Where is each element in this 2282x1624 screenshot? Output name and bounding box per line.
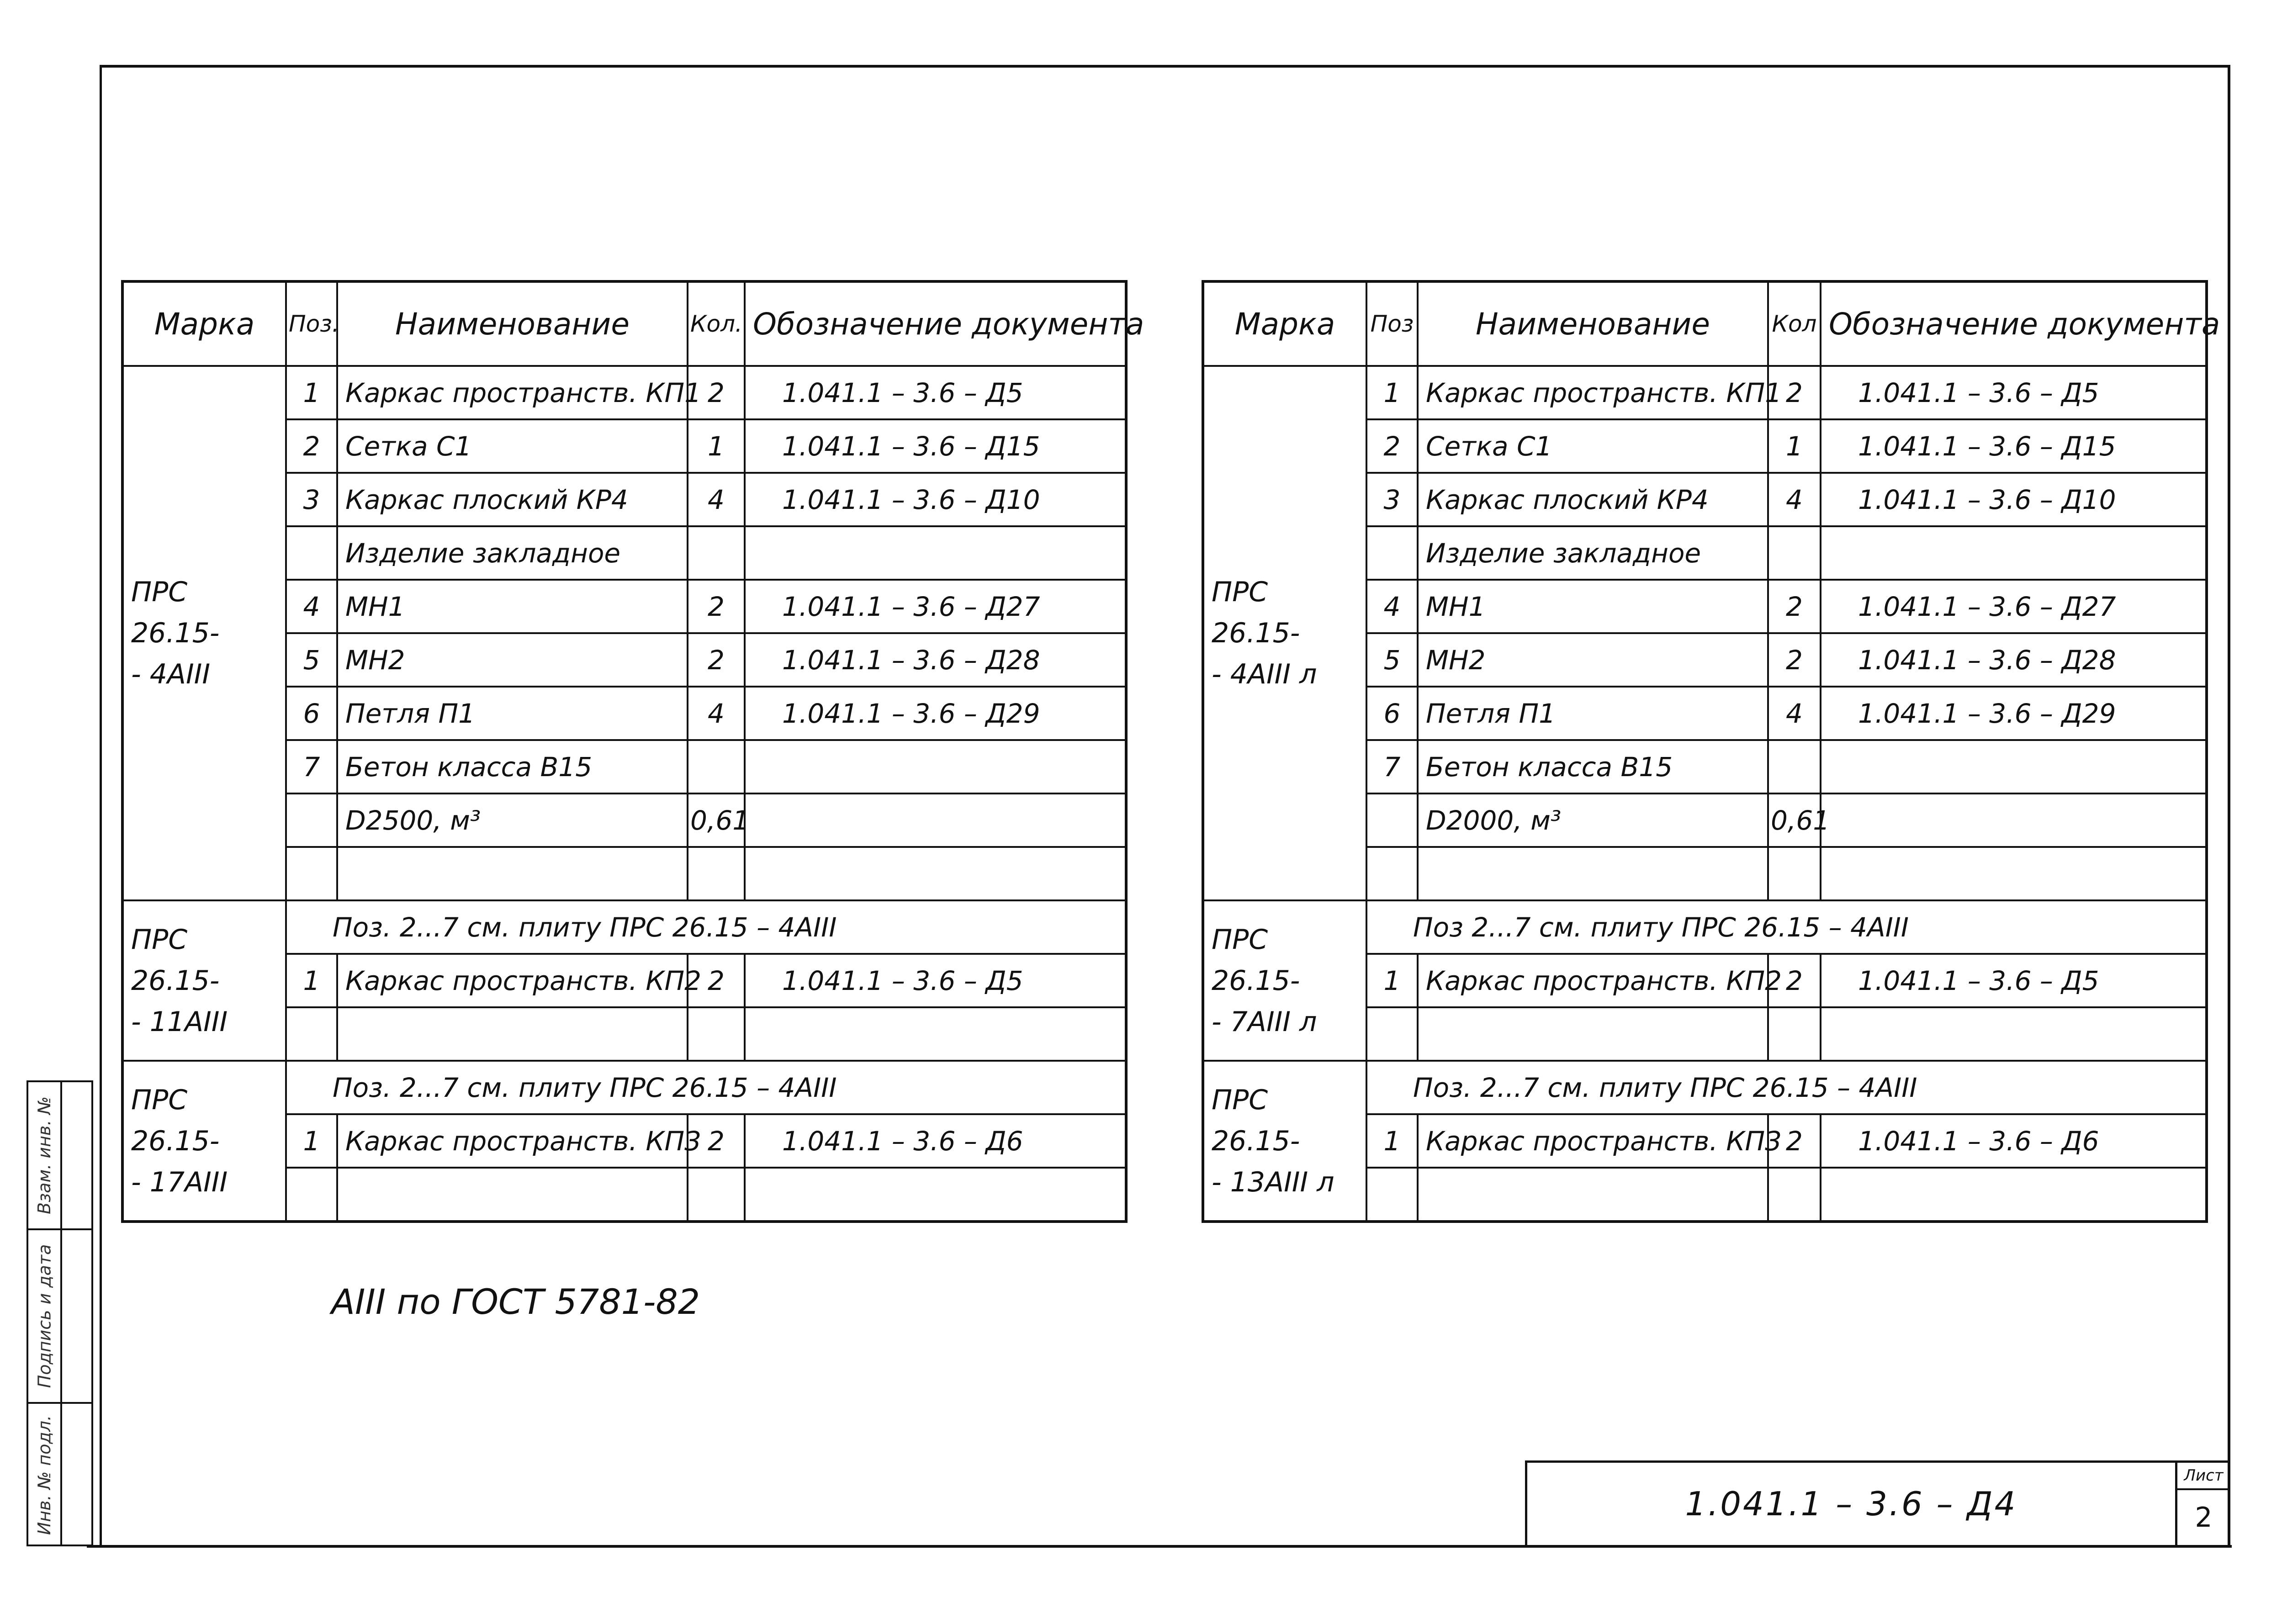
table-row xyxy=(122,366,1126,419)
table-row xyxy=(1203,366,2207,419)
header-pos: Поз xyxy=(1366,281,1418,366)
name-cell: D2000, м³ xyxy=(1418,793,1768,847)
header-name: Наименование xyxy=(337,281,688,366)
name-cell xyxy=(1418,847,1768,900)
name-cell: Каркас пространств. КП1 xyxy=(1418,366,1768,419)
side-stamp-signature-label: Подпись и дата xyxy=(34,1244,55,1388)
name-cell: Каркас пространств. КП2 xyxy=(337,954,688,1007)
specification-table-left xyxy=(121,280,1144,1223)
side-stamp-replacement-label: Взам. инв. № xyxy=(34,1096,55,1215)
document-cell: 1.041.1 – 3.6 – Д29 xyxy=(745,687,1126,740)
position-cell: 4 xyxy=(286,580,337,633)
table-header-row xyxy=(1203,281,2207,366)
name-cell xyxy=(1418,1168,1768,1222)
name-cell: МН2 xyxy=(1418,633,1768,687)
position-cell xyxy=(1366,793,1418,847)
position-cell: 6 xyxy=(286,687,337,740)
document-cell: 1.041.1 – 3.6 – Д5 xyxy=(745,954,1126,1007)
position-cell: 1 xyxy=(286,366,337,419)
side-stamp-signature xyxy=(28,1228,60,1402)
name-cell xyxy=(337,1007,688,1061)
header-mark: Марка xyxy=(1203,281,1366,366)
document-cell: 1.041.1 – 3.6 – Д6 xyxy=(1821,1114,2207,1168)
quantity-cell: 4 xyxy=(1768,687,1821,740)
frame-bottom-border xyxy=(87,1545,2232,1548)
quantity-cell: 2 xyxy=(1768,1114,1821,1168)
position-cell: 4 xyxy=(1366,580,1418,633)
table-note-row xyxy=(1203,900,2207,954)
quantity-cell: 0,61 xyxy=(1768,793,1821,847)
position-cell: 6 xyxy=(1366,687,1418,740)
document-cell: 1.041.1 – 3.6 – Д5 xyxy=(1821,366,2207,419)
side-stamp-inventory-label: Инв. № подл. xyxy=(34,1415,55,1535)
quantity-cell: 2 xyxy=(1768,580,1821,633)
side-stamp-replacement xyxy=(28,1082,60,1228)
position-cell: 3 xyxy=(1366,473,1418,526)
position-cell xyxy=(286,526,337,580)
document-cell: 1.041.1 – 3.6 – Д27 xyxy=(1821,580,2207,633)
position-cell xyxy=(286,847,337,900)
table-note-row xyxy=(1203,1061,2207,1114)
position-cell xyxy=(286,793,337,847)
side-stamp xyxy=(26,1080,93,1546)
mark-cell: ПРС 26.15- - 7АIII л xyxy=(1203,900,1366,1061)
side-stamp-column xyxy=(28,1082,62,1545)
document-cell xyxy=(1821,847,2207,900)
sheet-number: 2 xyxy=(2195,1502,2213,1534)
position-cell: 1 xyxy=(1366,1114,1418,1168)
position-cell: 1 xyxy=(286,954,337,1007)
document-cell xyxy=(745,1007,1126,1061)
name-cell: Изделие закладное xyxy=(337,526,688,580)
quantity-cell: 2 xyxy=(1768,366,1821,419)
position-cell xyxy=(286,1168,337,1222)
document-cell xyxy=(1821,1168,2207,1222)
name-cell: МН1 xyxy=(337,580,688,633)
quantity-cell xyxy=(688,847,745,900)
position-cell: 2 xyxy=(286,419,337,473)
steel-class-note: АIII по ГОСТ 5781-82 xyxy=(331,1281,700,1322)
quantity-cell: 1 xyxy=(688,419,745,473)
name-cell: Каркас пространств. КП2 xyxy=(1418,954,1768,1007)
table-note-row xyxy=(122,1061,1126,1114)
document-cell: 1.041.1 – 3.6 – Д28 xyxy=(1821,633,2207,687)
name-cell xyxy=(337,847,688,900)
mark-cell: ПРС 26.15- - 13АIII л xyxy=(1203,1061,1366,1222)
quantity-cell xyxy=(1768,1168,1821,1222)
quantity-cell: 2 xyxy=(688,1114,745,1168)
quantity-cell: 1 xyxy=(1768,419,1821,473)
reference-note: Поз. 2...7 см. плиту ПРС 26.15 – 4АIII xyxy=(1366,1061,2207,1114)
document-cell xyxy=(1821,793,2207,847)
header-doc: Обозначение документа xyxy=(745,281,1126,366)
document-cell xyxy=(745,847,1126,900)
reference-note: Поз. 2...7 см. плиту ПРС 26.15 – 4АIII xyxy=(286,900,1126,954)
quantity-cell: 2 xyxy=(688,633,745,687)
quantity-cell: 4 xyxy=(688,687,745,740)
document-code: 1.041.1 – 3.6 – Д4 xyxy=(1527,1463,2177,1545)
sheet-label: Лист xyxy=(2177,1463,2230,1490)
position-cell: 5 xyxy=(286,633,337,687)
specification-table-right xyxy=(1202,280,2220,1223)
mark-cell: ПРС 26.15- - 17АIII xyxy=(122,1061,286,1222)
position-cell: 5 xyxy=(1366,633,1418,687)
name-cell: Петля П1 xyxy=(337,687,688,740)
position-cell xyxy=(1366,1168,1418,1222)
position-cell: 1 xyxy=(1366,366,1418,419)
quantity-cell xyxy=(688,740,745,793)
header-pos: Поз. xyxy=(286,281,337,366)
document-cell xyxy=(745,526,1126,580)
document-cell xyxy=(1821,740,2207,793)
document-cell: 1.041.1 – 3.6 – Д28 xyxy=(745,633,1126,687)
mark-cell: ПРС 26.15- - 4АIII xyxy=(122,366,286,900)
position-cell xyxy=(1366,526,1418,580)
name-cell: Каркас пространств. КП1 xyxy=(337,366,688,419)
name-cell: D2500, м³ xyxy=(337,793,688,847)
document-cell: 1.041.1 – 3.6 – Д29 xyxy=(1821,687,2207,740)
quantity-cell xyxy=(1768,847,1821,900)
header-qty: Кол. xyxy=(688,281,745,366)
name-cell xyxy=(1418,1007,1768,1061)
reference-note: Поз. 2...7 см. плиту ПРС 26.15 – 4АIII xyxy=(286,1061,1126,1114)
quantity-cell: 2 xyxy=(1768,954,1821,1007)
side-stamp-inventory xyxy=(28,1402,60,1546)
quantity-cell: 4 xyxy=(1768,473,1821,526)
quantity-cell xyxy=(1768,1007,1821,1061)
name-cell: Бетон класса В15 xyxy=(337,740,688,793)
mark-cell: ПРС 26.15- - 4АIII л xyxy=(1203,366,1366,900)
position-cell: 7 xyxy=(286,740,337,793)
position-cell: 2 xyxy=(1366,419,1418,473)
name-cell: Сетка С1 xyxy=(1418,419,1768,473)
document-cell xyxy=(1821,1007,2207,1061)
document-cell: 1.041.1 – 3.6 – Д5 xyxy=(745,366,1126,419)
document-cell xyxy=(745,1168,1126,1222)
document-cell: 1.041.1 – 3.6 – Д10 xyxy=(1821,473,2207,526)
quantity-cell xyxy=(1768,740,1821,793)
header-name: Наименование xyxy=(1418,281,1768,366)
name-cell: Бетон класса В15 xyxy=(1418,740,1768,793)
quantity-cell: 2 xyxy=(688,580,745,633)
quantity-cell: 4 xyxy=(688,473,745,526)
document-cell: 1.041.1 – 3.6 – Д15 xyxy=(745,419,1126,473)
position-cell: 1 xyxy=(1366,954,1418,1007)
quantity-cell xyxy=(688,1168,745,1222)
name-cell: Изделие закладное xyxy=(1418,526,1768,580)
name-cell: МН2 xyxy=(337,633,688,687)
name-cell: Каркас плоский КР4 xyxy=(337,473,688,526)
document-cell: 1.041.1 – 3.6 – Д5 xyxy=(1821,954,2207,1007)
reference-note: Поз 2...7 см. плиту ПРС 26.15 – 4АIII xyxy=(1366,900,2207,954)
position-cell: 1 xyxy=(286,1114,337,1168)
quantity-cell xyxy=(1768,526,1821,580)
document-cell xyxy=(1821,526,2207,580)
name-cell: Каркас пространств. КП3 xyxy=(1418,1114,1768,1168)
position-cell xyxy=(1366,1007,1418,1061)
quantity-cell xyxy=(688,1007,745,1061)
quantity-cell: 2 xyxy=(688,954,745,1007)
name-cell: МН1 xyxy=(1418,580,1768,633)
quantity-cell: 2 xyxy=(1768,633,1821,687)
header-doc: Обозначение документа xyxy=(1821,281,2207,366)
position-cell xyxy=(1366,847,1418,900)
table-note-row xyxy=(122,900,1126,954)
document-cell xyxy=(745,793,1126,847)
quantity-cell: 2 xyxy=(688,366,745,419)
document-cell: 1.041.1 – 3.6 – Д15 xyxy=(1821,419,2207,473)
quantity-cell: 0,61 xyxy=(688,793,745,847)
name-cell: Каркас плоский КР4 xyxy=(1418,473,1768,526)
name-cell: Петля П1 xyxy=(1418,687,1768,740)
position-cell: 7 xyxy=(1366,740,1418,793)
document-cell: 1.041.1 – 3.6 – Д27 xyxy=(745,580,1126,633)
document-cell xyxy=(745,740,1126,793)
name-cell: Каркас пространств. КП3 xyxy=(337,1114,688,1168)
document-cell: 1.041.1 – 3.6 – Д6 xyxy=(745,1114,1126,1168)
quantity-cell xyxy=(688,526,745,580)
title-block xyxy=(1525,1460,2230,1545)
header-mark: Марка xyxy=(122,281,286,366)
table-header-row xyxy=(122,281,1126,366)
header-qty: Кол xyxy=(1768,281,1821,366)
name-cell: Сетка С1 xyxy=(337,419,688,473)
mark-cell: ПРС 26.15- - 11АIII xyxy=(122,900,286,1061)
position-cell: 3 xyxy=(286,473,337,526)
position-cell xyxy=(286,1007,337,1061)
name-cell xyxy=(337,1168,688,1222)
document-cell: 1.041.1 – 3.6 – Д10 xyxy=(745,473,1126,526)
